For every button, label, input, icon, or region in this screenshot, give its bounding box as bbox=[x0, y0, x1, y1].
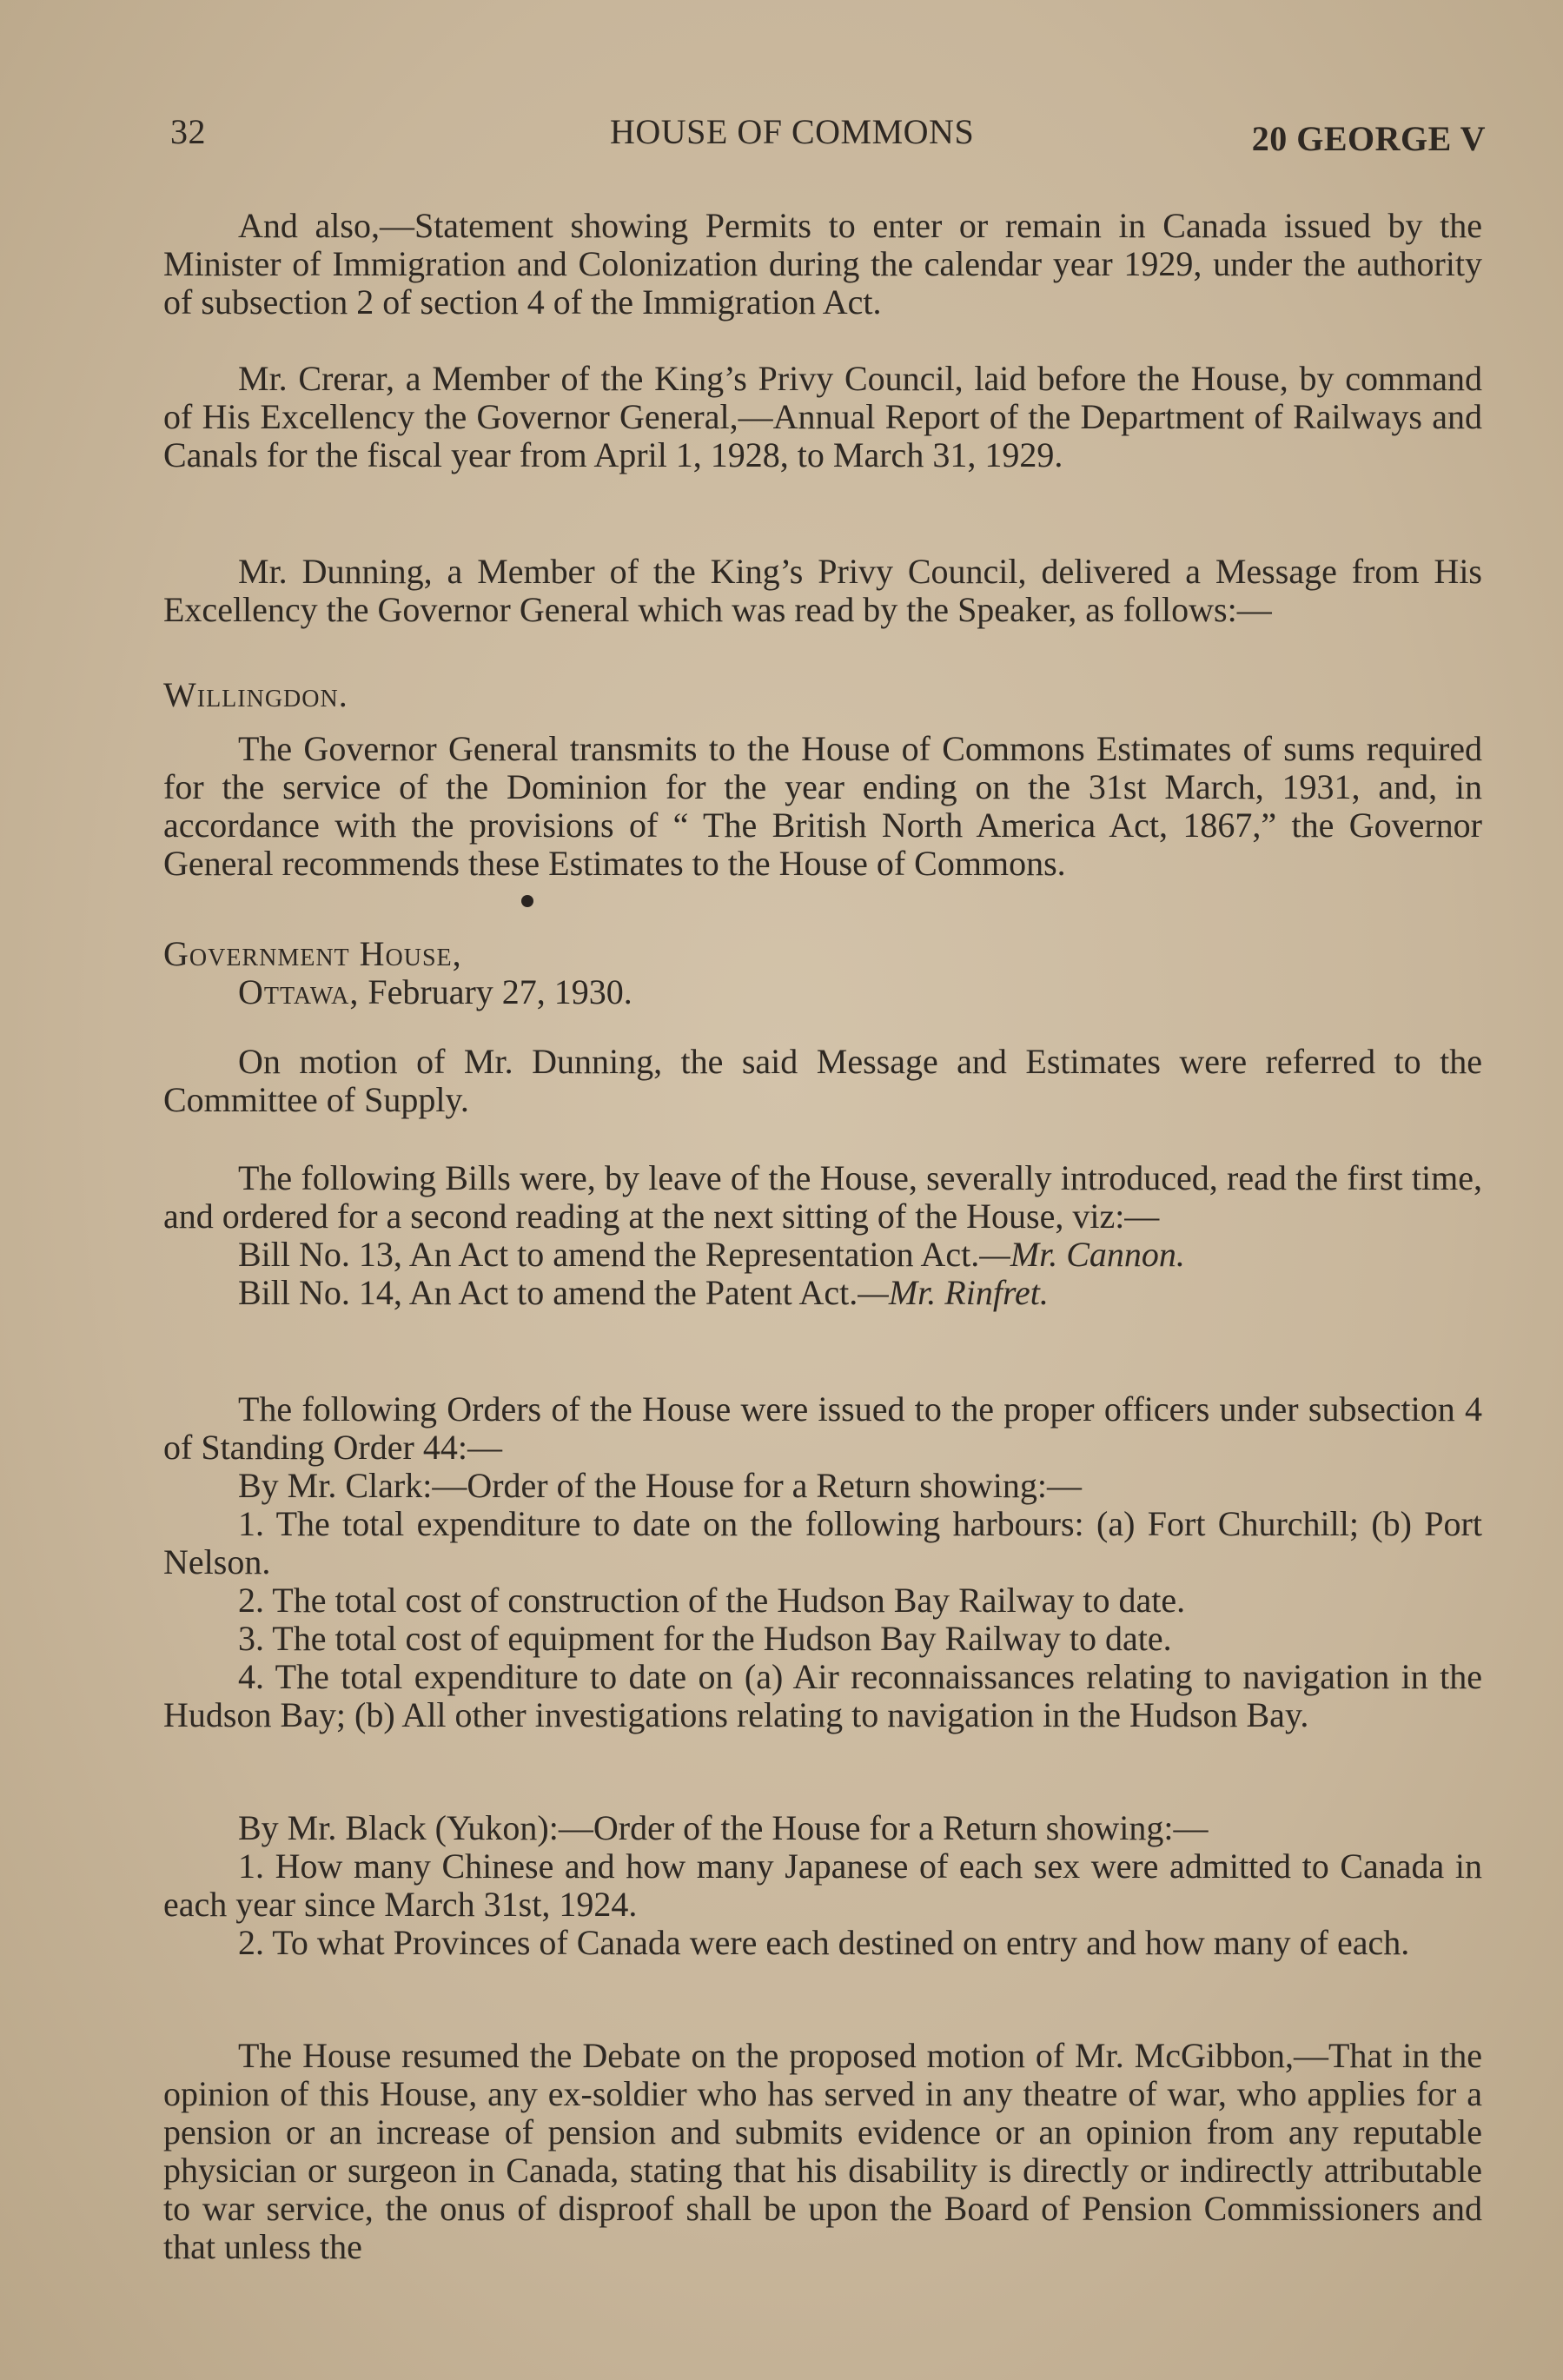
bill-14-mover: —Mr. Rinfret. bbox=[858, 1273, 1049, 1312]
date: February 27, 1930. bbox=[359, 972, 632, 1011]
order-black-heading: By Mr. Black (Yukon):—Order of the House for a Return showing:— bbox=[238, 1808, 1209, 1847]
paragraph-text: On motion of Mr. Dunning, the said Message and Estimates were referred to the Committee of Supply. bbox=[163, 1042, 1482, 1119]
dateline bbox=[163, 935, 1482, 1011]
order-clark-item-2: 2. The total cost of construction of the Hudson Bay Railway to date. bbox=[238, 1581, 1186, 1620]
paragraph-text: The House resumed the Debate on the proposed motion of Mr. McGibbon,—That in the opinion of this House, any ex-soldier who has served in any theatre of war, who applies for a pension or an increase of pension and submits evidence or an opinion from any reputable physician or surgeon in Canada, stating that his disability is directly or indirectly attributable to war service, the onus of disproof shall be upon the Board of Pension Commissioners and that unless the bbox=[163, 2036, 1482, 2266]
bill-14-text: Bill No. 14, An Act to amend the Patent Act. bbox=[238, 1273, 858, 1312]
bill-13-mover: —Mr. Cannon. bbox=[979, 1235, 1185, 1274]
paragraph-crerar-report bbox=[163, 360, 1482, 474]
page-header bbox=[165, 111, 1486, 163]
ottawa: Ottawa, bbox=[238, 972, 360, 1011]
government-house: Government House, bbox=[163, 934, 462, 973]
paragraph-statement-permits bbox=[163, 207, 1482, 322]
paragraph-motion-supply bbox=[163, 1043, 1482, 1119]
paragraph-text: The Governor General transmits to the House of Commons Estimates of sums required for the service of the Dominion for the year ending on the 31st March, 1931, and, in accordance with the provisions of “ The British North America Act, 1867,” the Governor General recommends these Estimates to the House of Commons. bbox=[163, 729, 1482, 883]
page-number: 32 bbox=[170, 112, 206, 151]
order-black-item-1: 1. How many Chinese and how many Japanese of each sex were admitted to Canada in each year since March 31st, 1924. bbox=[163, 1846, 1482, 1924]
signature-text: Willingdon. bbox=[163, 675, 348, 714]
ink-blot bbox=[521, 895, 533, 907]
order-black-item-2: 2. To what Provinces of Canada were each destined on entry and how many of each. bbox=[238, 1923, 1410, 1962]
paragraph-estimates bbox=[163, 730, 1482, 883]
paragraph-debate-mcgibbon bbox=[163, 2037, 1482, 2266]
paragraph-orders bbox=[163, 1390, 1482, 1734]
paragraph-text: The following Bills were, by leave of the House, severally introduced, read the first time, and ordered for a second reading at the next sitting of the House, viz:— bbox=[163, 1158, 1482, 1236]
paragraph-dunning-message bbox=[163, 553, 1482, 629]
paragraph-text: And also,—Statement showing Permits to enter or remain in Canada issued by the Minister of Immigration and Colonization during the calendar year 1929, under the authority of subsection 2 of section 4 of the Immigration Act. bbox=[163, 206, 1482, 322]
paragraph-text: The following Orders of the House were issued to the proper officers under subsection 4 of Standing Order 44:— bbox=[163, 1389, 1482, 1467]
bill-13 bbox=[163, 1236, 1482, 1274]
order-clark-item-4: 4. The total expenditure to date on (a) Air reconnaissances relating to navigation in the Hudson Bay; (b) All other investigations relating to navigation in the Hudson Bay. bbox=[163, 1657, 1482, 1734]
bill-13-text: Bill No. 13, An Act to amend the Representation Act. bbox=[238, 1235, 980, 1274]
paragraph-bills bbox=[163, 1159, 1482, 1312]
bill-14 bbox=[163, 1274, 1482, 1312]
paragraph-text: Mr. Crerar, a Member of the King’s Privy Council, laid before the House, by command of His Excellency the Governor General,—Annual Report of the Department of Railways and Canals for the fiscal year from April 1, 1928, to March 31, 1929. bbox=[163, 359, 1482, 474]
order-clark-item-1: 1. The total expenditure to date on the following harbours: (a) Fort Churchill; (b) Port Nelson. bbox=[163, 1504, 1482, 1581]
order-black bbox=[163, 1809, 1482, 1962]
running-title: HOUSE OF COMMONS bbox=[610, 112, 975, 151]
signature-willingdon bbox=[163, 676, 1482, 714]
order-clark: By Mr. Clark:—Order of the House for a Return showing:— bbox=[238, 1466, 1082, 1505]
paragraph-text: Mr. Dunning, a Member of the King’s Privy Council, delivered a Message from His Excellency the Governor General which was read by the Speaker, as follows:— bbox=[163, 552, 1482, 629]
dateline-ottawa bbox=[163, 973, 1482, 1011]
regnal-year: 20 GEORGE V bbox=[1251, 119, 1486, 158]
order-clark-item-3: 3. The total cost of equipment for the Hudson Bay Railway to date. bbox=[238, 1619, 1172, 1658]
